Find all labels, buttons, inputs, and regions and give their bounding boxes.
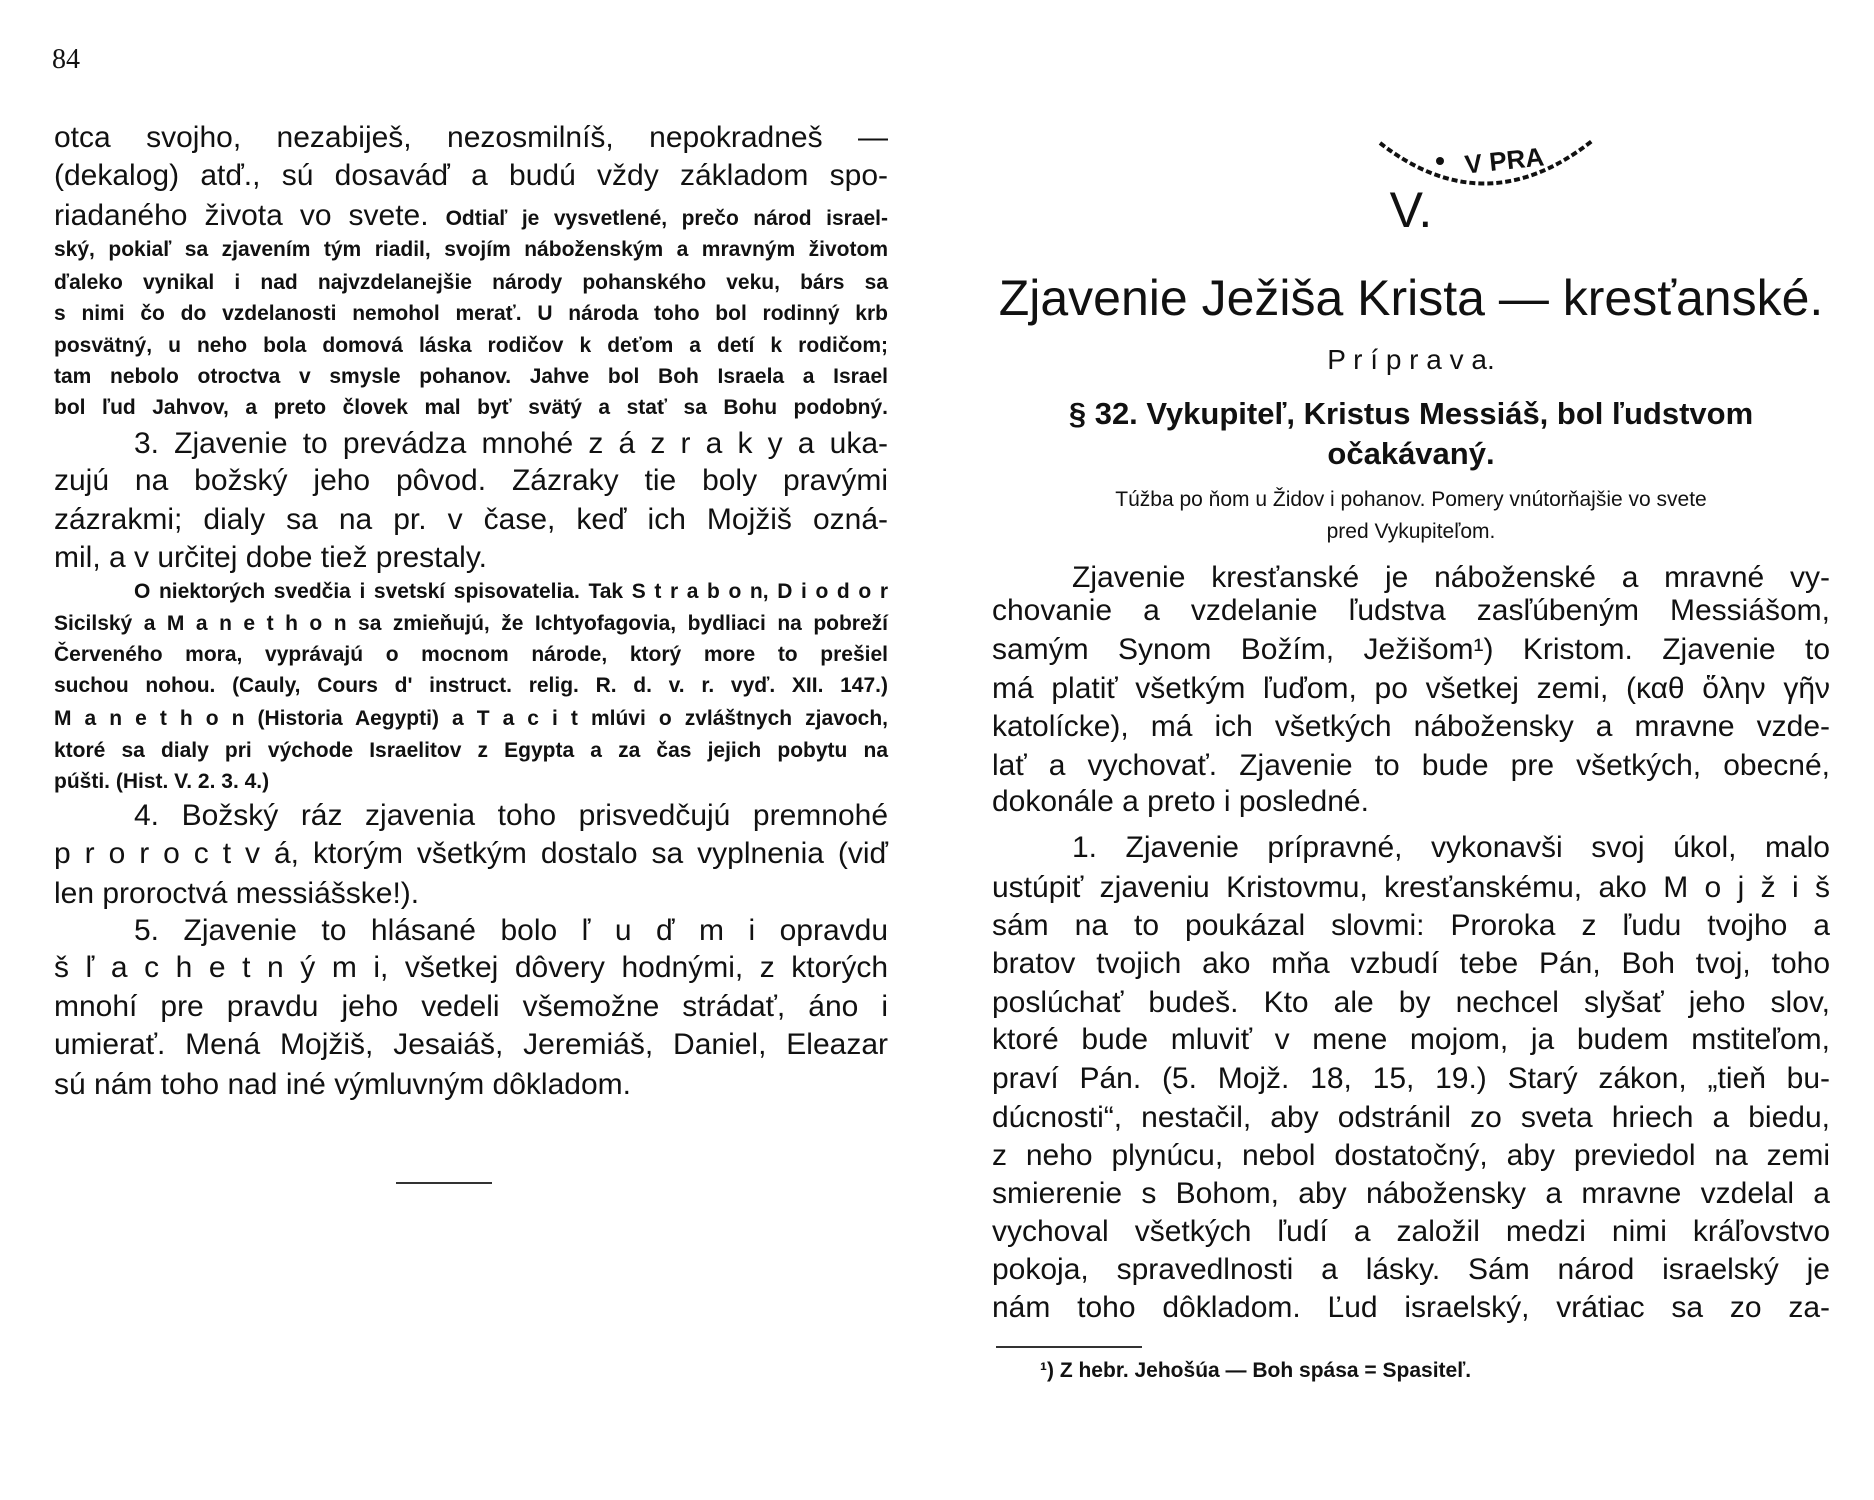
- text-line: smierenie s Bohom, aby nábožensky a mravne vzdelal a: [992, 1177, 1830, 1210]
- text-line: 5. Zjavenie to hlásané bolo ľ u ď m i opravdu: [134, 914, 888, 947]
- text-line: 4. Božský ráz zjavenia toho prisvedčujú premnohé: [134, 799, 888, 832]
- text-line: ktoré bude mluviť v mene mojom, ja budem mstiteľom,: [992, 1023, 1830, 1056]
- text-line: posvätný, u neho bola domová láska rodičov k deťom a detí k rodičom;: [54, 334, 888, 357]
- text-line: ský, pokiaľ sa zjavením tým riadil, svojím náboženským a mravným životom: [54, 238, 888, 261]
- text-line: dokonále a preto i posledné.: [992, 785, 1369, 818]
- text-line: sám na to poukázal slovmi: Proroka z ľudu tvojho a: [992, 909, 1830, 942]
- text-line: nám toho dôkladom. Ľud israelský, vrátiac sa zo za-: [992, 1291, 1830, 1324]
- text-line: ďaleko vynikal i nad najvzdelanejšie národy pohanského veku, bárs sa: [54, 271, 888, 294]
- text-line: O niektorých svedčia i svetskí spisovatelia. Tak S t r a b o n, D i o d o r: [134, 580, 888, 603]
- footnote-divider: [996, 1346, 1142, 1348]
- part-title: P r í p r a v a.: [1327, 344, 1495, 375]
- text-line: umierať. Mená Mojžiš, Jesaiáš, Jeremiáš, Daniel, Eleazar: [54, 1028, 888, 1061]
- text-segment-large: riadaného života vo svete.: [54, 199, 429, 232]
- text-line: sú nám toho nad iné výmluvným dôkladom.: [54, 1068, 631, 1101]
- text-line: katolícke), má ich všetkých nábožensky a mravne vzde-: [992, 710, 1830, 743]
- text-line: len proroctvá messiášske!).: [54, 877, 420, 910]
- text-line: púšti. (Hist. V. 2. 3. 4.): [54, 770, 270, 793]
- text-line: suchou nohou. (Cauly, Cours d' instruct. relig. R. d. v. r. vyď. XII. 147.): [54, 674, 888, 697]
- text-line: praví Pán. (5. Mojž. 18, 15, 19.) Starý zákon, „tieň bu-: [992, 1062, 1830, 1095]
- text-line: má platiť všetkým ľuďom, po všetkej zemi, (καθ ὅλην γῆν: [992, 672, 1830, 705]
- text-line: poslúchať budeš. Kto ale by nechcel slyšať jeho slov,: [992, 986, 1830, 1019]
- text-line: pokoja, spravedlnosti a lásky. Sám národ israelský je: [992, 1253, 1830, 1286]
- text-line: p r o r o c t v á, ktorým všetkým dostalo sa vyplnenia (viď: [54, 837, 888, 870]
- text-line: vychoval všetkých ľudí a založil medzi nimi kráľovstvo: [992, 1215, 1830, 1248]
- text-line: chovanie a vzdelanie ľudstva zasľúbeným Messiášom,: [992, 594, 1830, 627]
- text-line: samým Synom Božím, Ježišom¹) Kristom. Zjavenie to: [992, 633, 1830, 666]
- text-line: Červeného mora, vyprávajú o mocnom národe, ktorý more to prešiel: [54, 643, 888, 666]
- text-line: dúcnosti“, nestačil, aby odstránil zo sveta hriech a biedu,: [992, 1101, 1830, 1134]
- text-line: Zjavenie kresťanské je náboženské a mravné vy-: [1072, 561, 1830, 594]
- footnote: ¹) Z hebr. Jehošúa — Boh spása = Spasiteľ.: [1040, 1359, 1472, 1382]
- text-line: mil, a v určitej dobe tiež prestaly.: [54, 541, 487, 574]
- text-line: š ľ a c h e t n ý m i, všetkej dôvery hodnými, z ktorých: [54, 951, 888, 984]
- chapter-title: Zjavenie Ježiša Krista — kresťanské.: [998, 270, 1824, 326]
- text-line: bratov tvojich ako mňa vzbudí tebe Pán, Boh tvoj, toho: [992, 947, 1830, 980]
- text-line: z neho plynúcu, nebol dostatočný, aby previedol na zemi: [992, 1139, 1830, 1172]
- text-line: M a n e t h o n (Historia Aegypti) a T a c i t mlúvi o zvláštnych zjavoch,: [54, 707, 888, 730]
- end-divider: [396, 1182, 492, 1184]
- text-line: (dekalog) atď., sú dosaváď a budú vždy základom spo-: [54, 159, 888, 192]
- text-line: [54, 196, 888, 236]
- svg-text:V PRA: V PRA: [1463, 141, 1546, 180]
- section-title-line-1: § 32. Vykupiteľ, Kristus Messiáš, bol ľudstvom: [1068, 396, 1754, 431]
- text-line: lať a vychovať. Zjavenie to bude pre všetkých, obecné,: [992, 749, 1830, 782]
- text-line: bol ľud Jahvov, a preto človek mal byť svätý a stať sa Bohu podobný.: [54, 396, 888, 419]
- chapter-number: V.: [1389, 182, 1433, 238]
- text-segment-small: Odtiaľ je vysvetlené, prečo národ israel-: [445, 207, 889, 230]
- section-title-line-2: očakávaný.: [1327, 436, 1495, 471]
- text-line: tam nebolo otroctva v smysle pohanov. Jahve bol Boh Israela a Israel: [54, 365, 888, 388]
- text-line: 3. Zjavenie to prevádza mnohé z á z r a k y a uka-: [134, 427, 888, 460]
- text-line: Sicilský a M a n e t h o n sa zmieňujú, že Ichtyofagovia, bydliaci na pobreží: [54, 612, 888, 635]
- page-number: 84: [52, 44, 80, 75]
- text-line: otca svojho, nezabiješ, nezosmilníš, nepokradneš —: [54, 121, 888, 154]
- text-line: s nimi čo do vzdelanosti nemohol merať. U národa toho bol rodinný krb: [54, 302, 888, 325]
- text-line: 1. Zjavenie prípravné, vykonavši svoj úkol, malo: [1072, 831, 1830, 864]
- text-line: ktoré sa dialy pri východe Israelitov z Egypta a za čas jejich pobytu na: [54, 739, 888, 762]
- section-summary-line-2: pred Vykupiteľom.: [1326, 520, 1496, 543]
- section-summary-line-1: Túžba po ňom u Židov i pohanov. Pomery vnútorňajšie vo svete: [1115, 488, 1707, 511]
- text-line: ustúpiť zjaveniu Kristovmu, kresťanskému, ako M o j ž i š: [992, 871, 1830, 904]
- text-line: mnohí pre pravdu jeho vedeli všemožne strádať, áno i: [54, 990, 888, 1023]
- text-line: zujú na božský jeho pôvod. Zázraky tie boly pravými: [54, 464, 888, 497]
- text-line: zázrakmi; dialy sa na pr. v čase, keď ich Mojžiš ozná-: [54, 503, 888, 536]
